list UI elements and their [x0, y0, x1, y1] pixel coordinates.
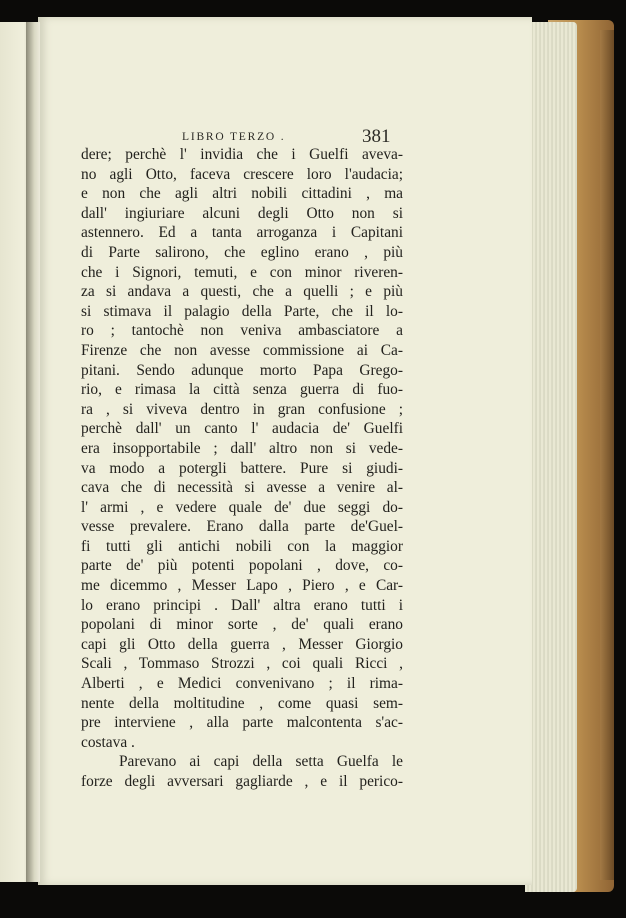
text-line: popolani di minor sorte , de' quali erano [81, 616, 403, 634]
text-line: Firenze che non avesse commissione ai Ca- [81, 341, 403, 359]
text-line: pitani. Sendo adunque morto Papa Grego- [81, 361, 403, 379]
text-line: pre interviene , alla parte malcontenta s'ac- [81, 714, 403, 732]
text-line: parte de' più potenti popolani , dove, co- [81, 557, 403, 575]
book-gutter [26, 22, 40, 882]
text-line: Alberti , e Medici convenivano ; il rima- [81, 675, 403, 693]
text-line: si stimava il palagio della Parte, che il lo- [81, 302, 403, 320]
text-line: ra , si viveva dentro in gran confusione ; [81, 400, 403, 418]
text-line: costava . [81, 733, 135, 751]
text-line: l' armi , e vedere quale de' due seggi do- [81, 498, 403, 516]
text-line: di Parte salirono, che eglino erano , più [81, 243, 403, 261]
text-line: dall' ingiuriare alcuni degli Otto non si [81, 204, 403, 222]
text-line: perchè dall' un canto l' audacia de' Guelfi [81, 420, 403, 438]
text-line: ro ; tantochè non veniva ambasciatore a [81, 322, 403, 340]
text-line: no agli Otto, faceva crescere loro l'audacia; [81, 165, 403, 183]
text-line: me dicemmo , Messer Lapo , Piero , e Car- [81, 577, 403, 595]
text-line: cava che di necessità si avesse a venire al- [81, 479, 403, 497]
text-line: vesse prevalere. Erano dalla parte de'Guel- [81, 518, 403, 536]
text-line: astennero. Ed a tanta arroganza i Capitani [81, 224, 403, 242]
running-title: LIBRO TERZO . [182, 131, 286, 143]
text-line: za si andava a questi, che a quelli ; e più [81, 283, 403, 301]
text-line: e non che agli altri nobili cittadini , ma [81, 185, 403, 203]
body-text [81, 145, 403, 792]
text-line: capi gli Otto della guerra , Messer Giorgio [81, 635, 403, 653]
text-line: che i Signori, temuti, e con minor riveren- [81, 263, 403, 281]
text-line: nente della moltitudine , come quasi sem- [81, 694, 403, 712]
page-edges [525, 22, 577, 892]
text-line-paragraph-start: Parevano ai capi della setta Guelfa le [119, 753, 403, 771]
text-line: rio, e rimasa la città senza guerra di fuo- [81, 381, 403, 399]
text-line: era insopportabile ; dall' altro non si vede- [81, 439, 403, 457]
text-line: Scali , Tommaso Strozzi , coi quali Ricci , [81, 655, 403, 673]
text-line: forze degli avversari gagliarde , e il perico- [81, 773, 403, 790]
text-line: dere; perchè l' invidia che i Guelfi aveva- [81, 146, 403, 163]
text-line: va modo a potergli battere. Pure si giudi- [81, 459, 403, 477]
text-line: lo erano principi . Dall' altra erano tutti i [81, 596, 403, 614]
cover-edge [600, 30, 614, 880]
page-number: 381 [362, 126, 391, 147]
text-line: fi tutti gli antichi nobili con la maggior [81, 537, 403, 555]
